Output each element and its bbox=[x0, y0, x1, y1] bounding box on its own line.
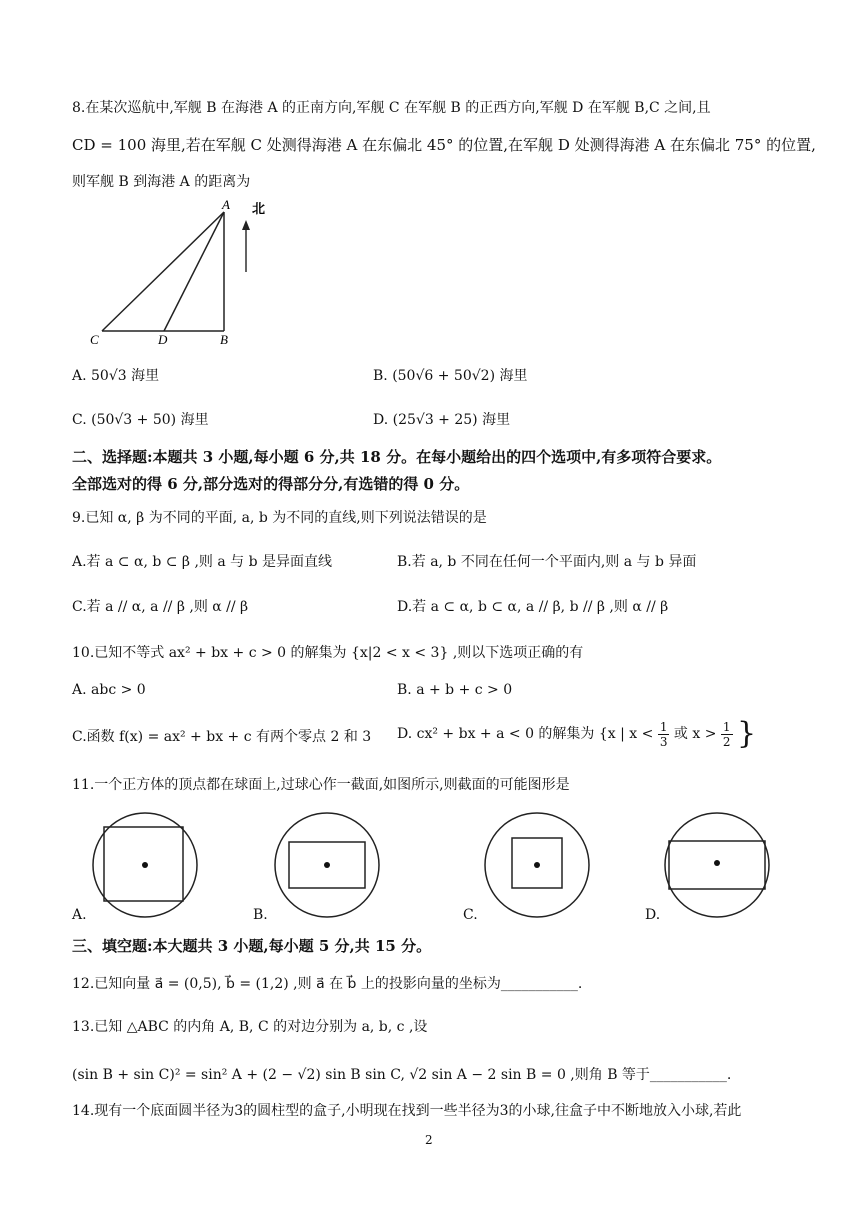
label-D: D bbox=[158, 332, 168, 347]
q9-stem: 9.已知 α, β 为不同的平面, a, b 为不同的直线,则下列说法错误的是 bbox=[72, 510, 487, 526]
q10-option-d-middle: 或 x > bbox=[673, 726, 717, 742]
label-north: 北 bbox=[252, 202, 266, 217]
fraction-denominator: 2 bbox=[722, 734, 731, 749]
q11-label-b: B. bbox=[253, 907, 268, 923]
q10-option-a: A. abc > 0 bbox=[72, 682, 146, 698]
q11-label-a: A. bbox=[72, 907, 87, 923]
q8-option-a: A. 50√3 海里 bbox=[72, 368, 160, 384]
q11-figure-b bbox=[272, 810, 382, 920]
q11-figure-c bbox=[482, 810, 592, 920]
q8-option-c: C. (50√3 + 50) 海里 bbox=[72, 412, 209, 428]
q8-option-b: B. (50√6 + 50√2) 海里 bbox=[373, 368, 528, 384]
q10-stem: 10.已知不等式 ax² + bx + c > 0 的解集为 {x|2 < x < 3} ,则以下选项正确的有 bbox=[72, 645, 584, 661]
q13-line1: 13.已知 △ABC 的内角 A, B, C 的对边分别为 a, b, c ,设 bbox=[72, 1019, 428, 1035]
q9-option-b: B.若 a, b 不同在任何一个平面内,则 a 与 b 异面 bbox=[397, 554, 697, 570]
q9-option-d: D.若 a ⊂ α, b ⊂ α, a // β, b // β ,则 α // β bbox=[397, 599, 669, 615]
q10-option-d bbox=[397, 716, 756, 752]
q11-figure-a bbox=[90, 810, 200, 920]
q11-label-c: C. bbox=[463, 907, 478, 923]
fraction-numerator: 1 bbox=[659, 719, 668, 734]
fraction-denominator: 3 bbox=[659, 734, 668, 749]
q11-stem: 11.一个正方体的顶点都在球面上,过球心作一截面,如图所示,则截面的可能图形是 bbox=[72, 777, 570, 793]
label-A: A bbox=[222, 197, 230, 212]
q8-option-d: D. (25√3 + 25) 海里 bbox=[373, 412, 511, 428]
fraction-one-third bbox=[658, 720, 670, 749]
label-C: C bbox=[90, 332, 99, 347]
q9-option-c: C.若 a // α, a // β ,则 α // β bbox=[72, 599, 249, 615]
section2-heading-line2: 全部选对的得 6 分,部分选对的得部分分,有选错的得 0 分。 bbox=[72, 475, 470, 493]
q8-line3: 则军舰 B 到海港 A 的距离为 bbox=[72, 174, 251, 190]
q9-option-a: A.若 a ⊂ α, b ⊂ β ,则 a 与 b 是异面直线 bbox=[72, 554, 333, 570]
label-B: B bbox=[220, 332, 228, 347]
q13-line2: (sin B + sin C)² = sin² A + (2 − √2) sin B sin C, √2 sin A − 2 sin B = 0 ,则角 B 等于___________. bbox=[72, 1067, 732, 1083]
section3-heading: 三、填空题:本大题共 3 小题,每小题 5 分,共 15 分。 bbox=[72, 937, 432, 955]
q10-option-b: B. a + b + c > 0 bbox=[397, 682, 513, 698]
page-number: 2 bbox=[425, 1133, 433, 1147]
q10-option-c: C.函数 f(x) = ax² + bx + c 有两个零点 2 和 3 bbox=[72, 729, 372, 745]
section2-heading-line1: 二、选择题:本题共 3 小题,每小题 6 分,共 18 分。在每小题给出的四个选项中,有多项符合要求。 bbox=[72, 448, 722, 466]
closing-brace: } bbox=[737, 716, 757, 751]
q14-text: 14.现有一个底面圆半径为3的圆柱型的盒子,小明现在找到一些半径为3的小球,往盒子中不断地放入小球,若此 bbox=[72, 1103, 742, 1119]
q8-line2: CD = 100 海里,若在军舰 C 处测得海港 A 在东偏北 45° 的位置,在军舰 D 处测得海港 A 在东偏北 75° 的位置, bbox=[72, 136, 816, 154]
q11-label-d: D. bbox=[645, 907, 661, 923]
q8-line1: 8.在某次巡航中,军舰 B 在海港 A 的正南方向,军舰 C 在军舰 B 的正西方向,军舰 D 在军舰 B,C 之间,且 bbox=[72, 100, 711, 116]
q8-triangle-figure bbox=[80, 196, 280, 348]
fraction-one-half bbox=[721, 720, 733, 749]
q10-option-d-prefix: D. cx² + bx + a < 0 的解集为 {x | x < bbox=[397, 726, 654, 742]
q12-text: 12.已知向量 a⃗ = (0,5), b⃗ = (1,2) ,则 a⃗ 在 b⃗ 上的投影向量的坐标为___________. bbox=[72, 976, 583, 992]
q11-figure-d bbox=[662, 810, 772, 920]
fraction-numerator: 1 bbox=[722, 719, 731, 734]
